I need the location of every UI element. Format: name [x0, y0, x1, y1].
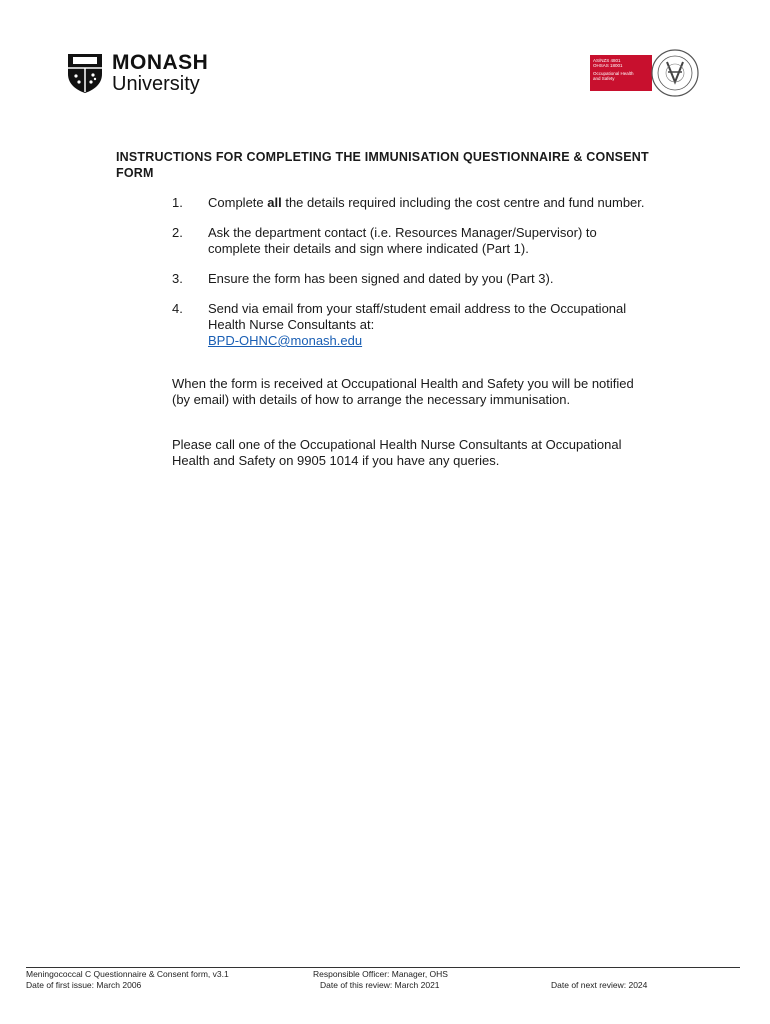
item-text-bold: all	[267, 195, 282, 210]
item-number: 3.	[172, 271, 183, 286]
item-number: 2.	[172, 225, 183, 240]
logo-monash-text: MONASH	[112, 51, 209, 74]
footer-this-review: Date of this review: March 2021	[320, 980, 440, 990]
footer-form-name: Meningococcal C Questionnaire & Consent form, v3.1	[26, 969, 229, 979]
list-item	[172, 195, 652, 211]
item-text	[208, 195, 652, 211]
item-text: Ask the department contact (i.e. Resources Manager/Supervisor) to complete their details and sign where indicated (Part 1).	[208, 225, 597, 256]
list-item	[172, 271, 652, 287]
footer-divider	[26, 967, 740, 968]
cert-line: Occupational Health	[593, 71, 634, 76]
certification-badge	[590, 48, 702, 98]
item-text	[208, 301, 652, 349]
cert-line: and Safety	[593, 76, 615, 81]
instructions-heading: INSTRUCTIONS FOR COMPLETING THE IMMUNISATION QUESTIONNAIRE & CONSENT FORM	[116, 150, 649, 180]
ohnc-email-link[interactable]: BPD-OHNC@monash.edu	[208, 333, 363, 348]
monash-logo	[66, 52, 208, 94]
certification-label	[590, 55, 652, 91]
instructions-list	[172, 195, 652, 363]
cert-line: AS/NZS 4801	[593, 58, 621, 63]
item-text: Ensure the form has been signed and dated by you (Part 3).	[208, 271, 554, 286]
list-item	[172, 301, 652, 349]
footer-first-issue: Date of first issue: March 2006	[26, 980, 142, 990]
item-number: 1.	[172, 195, 183, 210]
footer-responsible-officer: Responsible Officer: Manager, OHS	[313, 969, 448, 979]
notification-paragraph: When the form is received at Occupational Health and Safety you will be notified (by email) with details of how to arrange the necessary immunisation.	[172, 376, 634, 407]
list-item	[172, 225, 652, 257]
queries-paragraph: Please call one of the Occupational Health Nurse Consultants at Occupational Health and Safety on 9905 1014 if you have any queries.	[172, 437, 622, 468]
item-text-part: Complete	[208, 195, 268, 210]
certification-seal-icon	[650, 48, 700, 98]
footer-next-review: Date of next review: 2024	[551, 980, 648, 990]
monash-crest-icon	[66, 52, 104, 94]
item-text-part: Send via email from your staff/student email address to the Occupational Health Nurse Consultants at:	[208, 301, 627, 332]
logo-university-text: University	[112, 73, 200, 95]
cert-line: OHSAS 18001	[593, 63, 623, 68]
item-number: 4.	[172, 301, 183, 316]
item-text-part: the details required including the cost centre and fund number.	[281, 195, 645, 210]
